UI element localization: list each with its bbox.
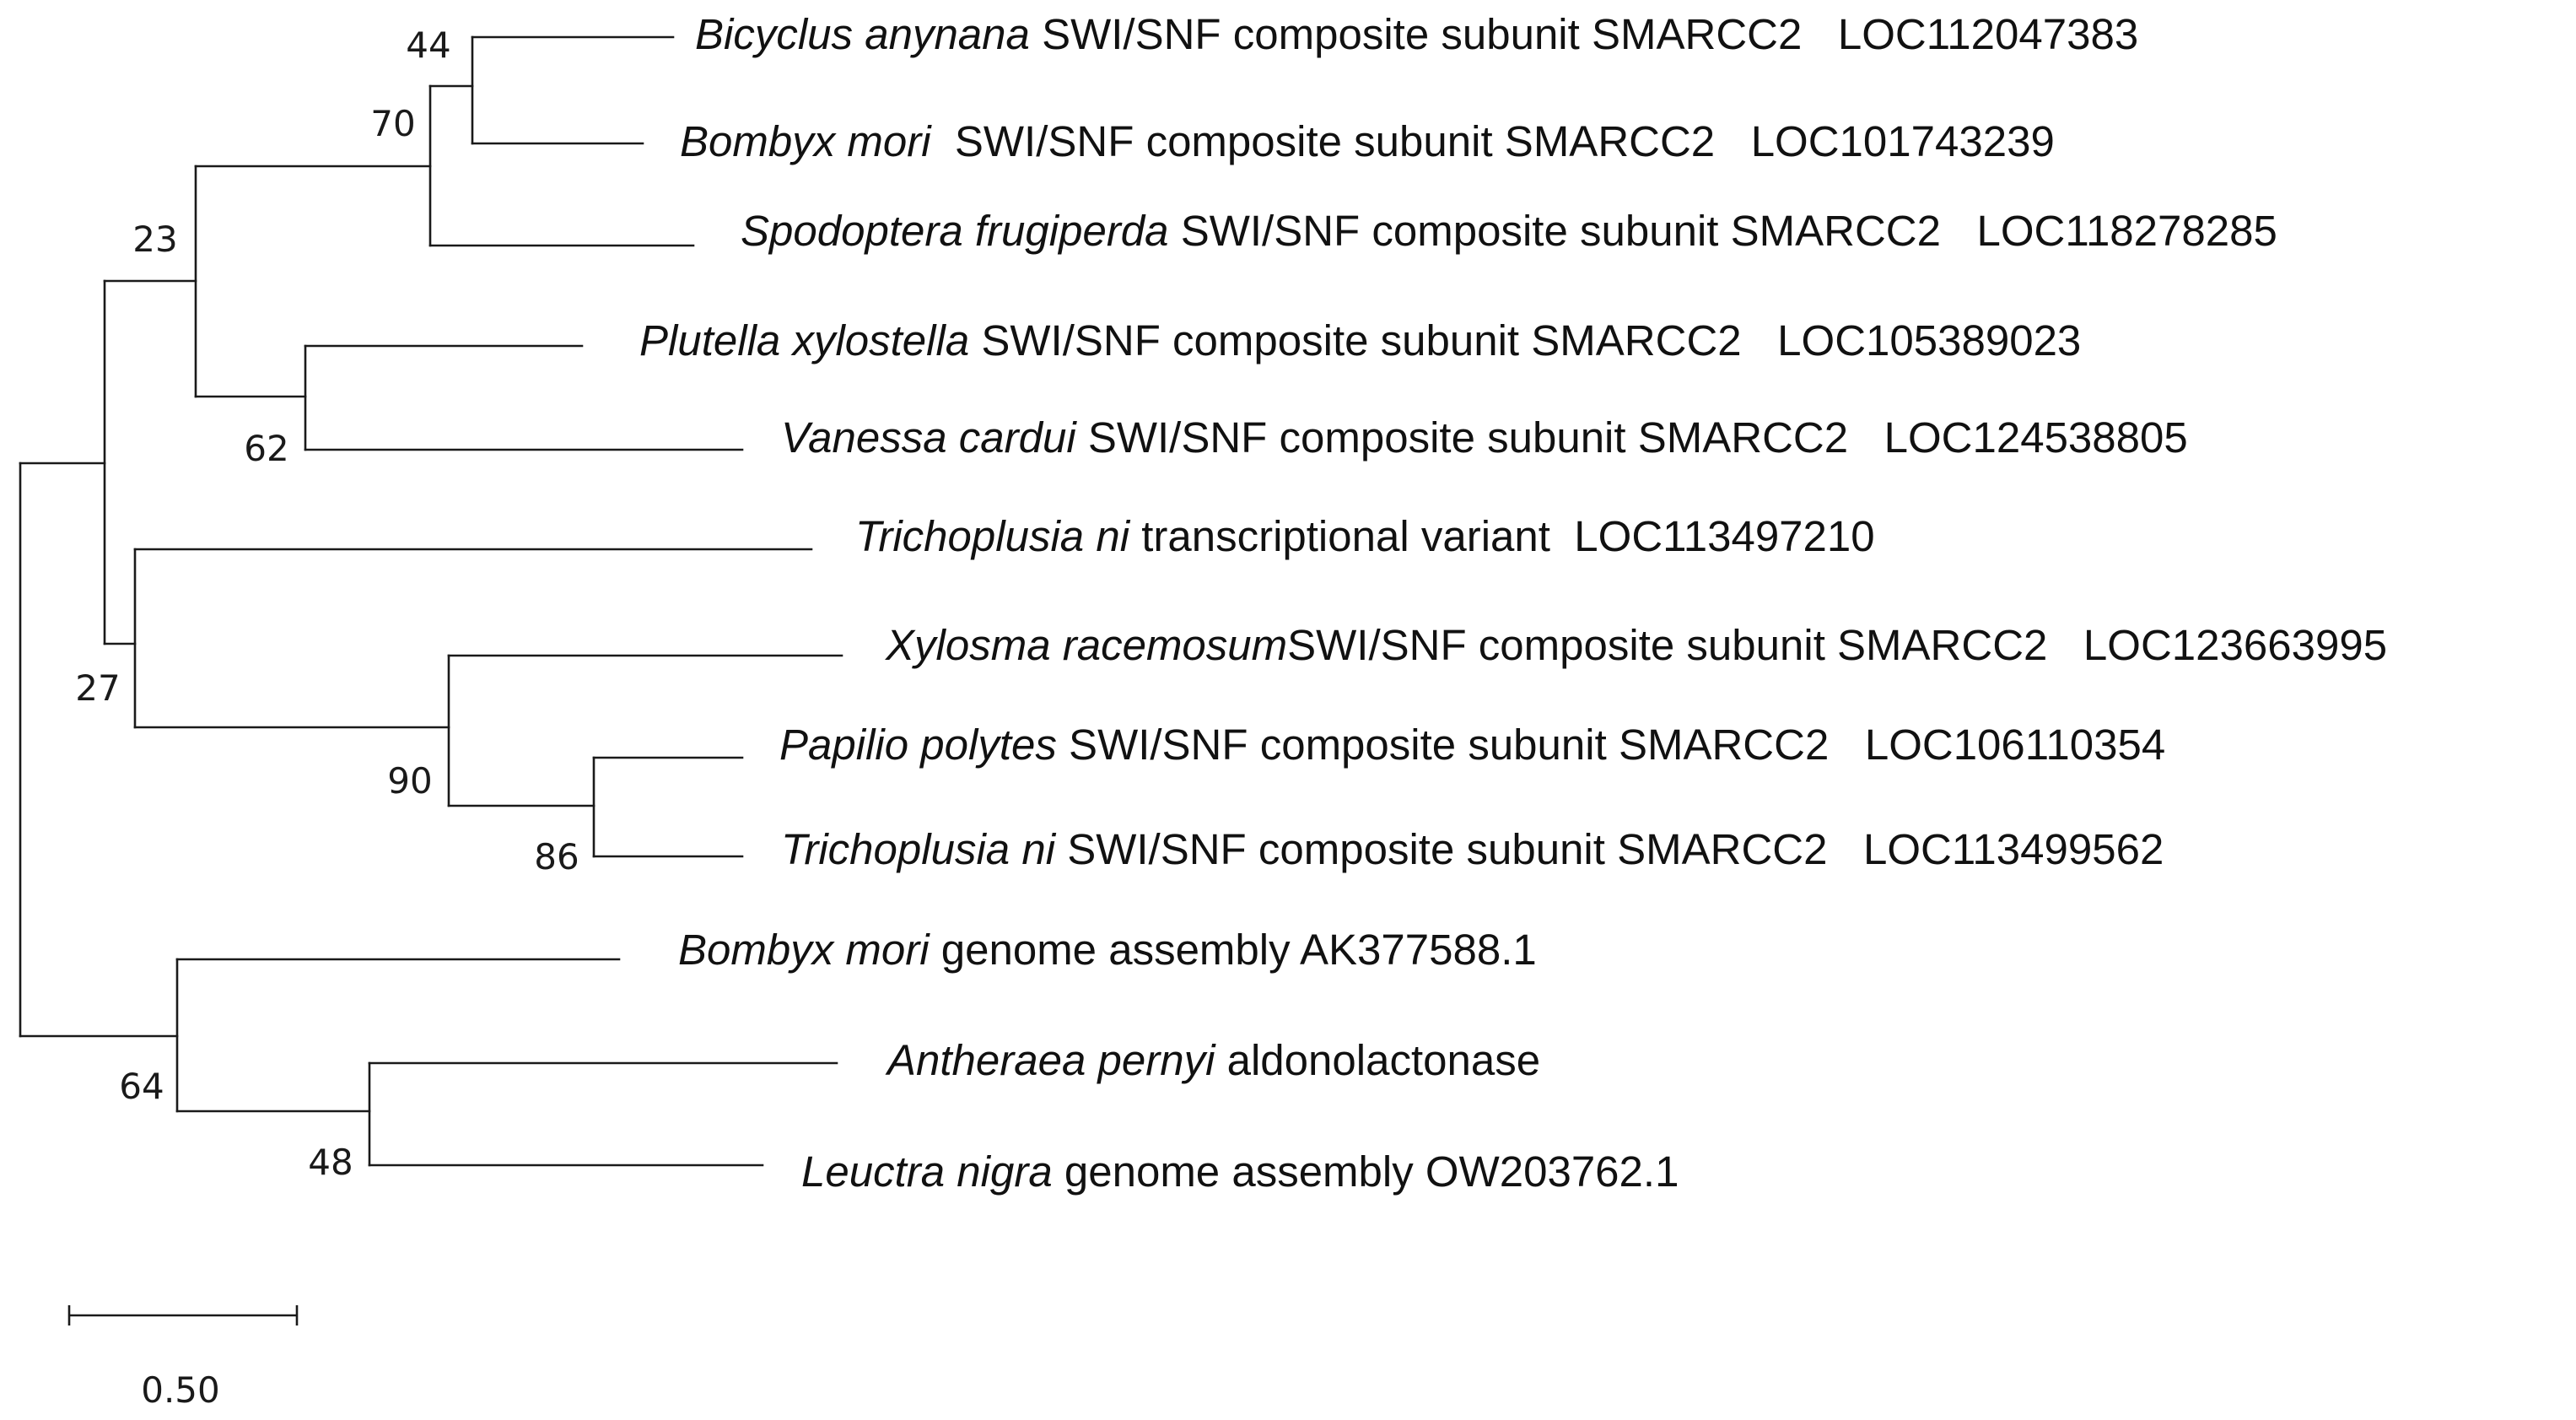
scale-bar-label: 0.50 (141, 1369, 220, 1411)
leaf-label (885, 621, 2387, 669)
gene-description: SWI/SNF composite subunit SMARCC2 (1087, 413, 1849, 462)
gene-description: SWI/SNF composite subunit SMARCC2 (1180, 207, 1941, 255)
leaf-label (855, 512, 1875, 560)
bootstrap-value: 48 (308, 1142, 353, 1183)
bootstrap-values (75, 24, 579, 1183)
scale-bar (69, 1305, 297, 1411)
accession: LOC112047383 (1837, 10, 2139, 58)
accession: LOC124538805 (1883, 413, 2188, 462)
species-name: Antheraea pernyi (887, 1036, 1215, 1084)
gene-description: SWI/SNF composite subunit SMARCC2 (1069, 721, 1830, 769)
species-name: Bombyx mori (678, 926, 930, 974)
species-name: Papilio polytes (779, 721, 1057, 769)
species-name: Trichoplusia ni (855, 512, 1130, 560)
gene-description: aldonolactonase (1226, 1036, 1541, 1084)
accession: LOC113499562 (1862, 825, 2164, 873)
bootstrap-value: 44 (406, 24, 451, 66)
species-name: Trichoplusia ni (781, 825, 1056, 873)
gene-description: SWI/SNF composite subunit SMARCC2 (1067, 825, 1828, 873)
gene-description: genome assembly (1064, 1147, 1414, 1196)
bootstrap-value: 62 (244, 428, 289, 469)
bootstrap-value: 64 (119, 1066, 164, 1107)
species-name: Plutella xylostella (639, 316, 970, 364)
leaf-label (741, 207, 2277, 255)
bootstrap-value: 70 (370, 103, 416, 144)
gene-description: SWI/SNF composite subunit SMARCC2 (954, 117, 1716, 165)
species-name: Vanessa cardui (781, 413, 1076, 462)
accession: LOC118278285 (1976, 207, 2277, 255)
scale-bar-line (69, 1305, 297, 1326)
leaf-label (680, 117, 2055, 165)
accession: AK377588.1 (1299, 926, 1537, 974)
bootstrap-value: 27 (75, 667, 121, 709)
tree-branches (20, 37, 842, 1165)
leaf-label (678, 926, 1537, 974)
gene-description: transcriptional variant (1141, 512, 1550, 560)
accession: LOC123663995 (2083, 621, 2388, 669)
leaf-label (639, 316, 2081, 364)
species-name: Xylosma racemosum (886, 621, 1288, 669)
species-name: Bicyclus anynana (695, 10, 1030, 58)
bootstrap-value: 23 (132, 219, 178, 260)
accession: LOC101743239 (1750, 117, 2055, 165)
species-name: Leuctra nigra (801, 1147, 1053, 1196)
accession: LOC106110354 (1864, 721, 2166, 769)
leaf-label (781, 825, 2164, 873)
leaf-label (781, 413, 2188, 462)
gene-description: genome assembly (940, 926, 1291, 974)
species-name: Spodoptera frugiperda (741, 207, 1169, 255)
gene-description: SWI/SNF composite subunit SMARCC2 (1042, 10, 1803, 58)
species-name: Bombyx mori (680, 117, 931, 165)
gene-description: SWI/SNF composite subunit SMARCC2 (1287, 621, 2048, 669)
accession: LOC105389023 (1777, 316, 2082, 364)
leaf-label (779, 721, 2165, 769)
bootstrap-value: 90 (387, 760, 433, 802)
accession: LOC113497210 (1574, 512, 1875, 560)
leaf-labels (639, 10, 2387, 1196)
bootstrap-value: 86 (534, 836, 579, 877)
leaf-label (695, 10, 2138, 58)
leaf-label (801, 1147, 1679, 1196)
gene-description: SWI/SNF composite subunit SMARCC2 (981, 316, 1742, 364)
leaf-label (885, 1036, 1540, 1084)
accession: OW203762.1 (1425, 1147, 1679, 1196)
